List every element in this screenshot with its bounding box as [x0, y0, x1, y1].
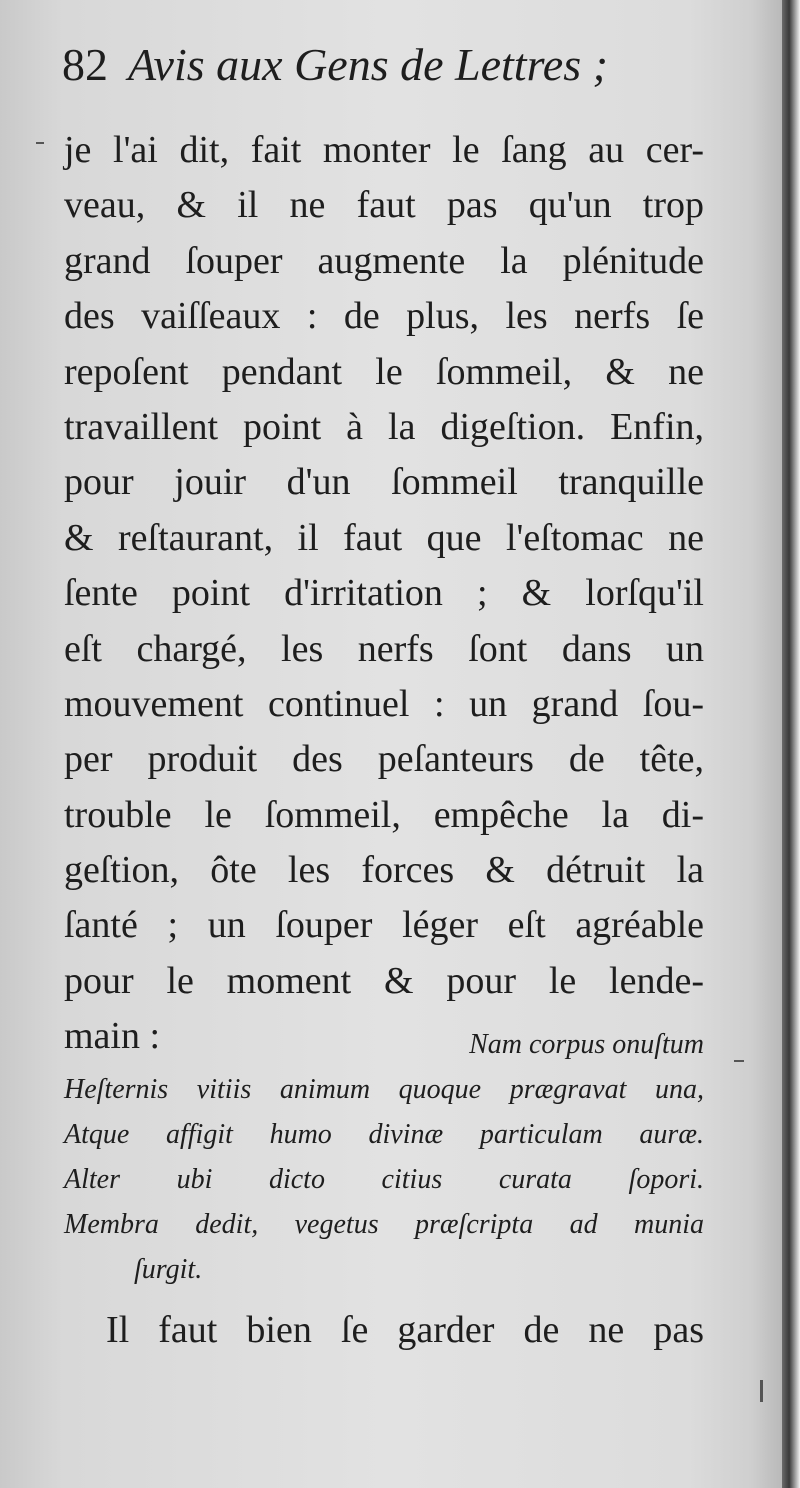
verse-line: Membra dedit, vegetus præſcripta ad munia — [64, 1209, 704, 1240]
body-text — [64, 123, 704, 1065]
text-line: pour le moment & pour le lende- — [64, 959, 704, 1002]
text-line: geſtion, ôte les forces & détruit la — [64, 849, 704, 892]
text-line: pour jouir d'un ſommeil tranquille — [64, 461, 704, 504]
text-line: je l'ai dit, fait monter le ſang au cer- — [64, 129, 704, 171]
text-line: travaillent point à la digeſtion. Enfin, — [64, 405, 704, 448]
text-line: ſanté ; un ſouper léger eſt agréable — [64, 904, 704, 947]
text-line: eſt chargé, les nerfs ſont dans un — [64, 627, 704, 670]
text-line: Il faut bien ſe garder de ne pas — [106, 1309, 704, 1351]
margin-mark — [734, 1060, 744, 1062]
text-line: & reſtaurant, il faut que l'eſtomac ne — [64, 516, 704, 559]
text-line: grand ſouper augmente la plénitude — [64, 239, 704, 282]
verse-line: Nam corpus onuſtum — [469, 1029, 704, 1060]
text-line: veau, & il ne faut pas qu'un trop — [64, 184, 704, 227]
running-header — [62, 38, 702, 108]
page-gutter — [782, 0, 800, 1488]
margin-mark — [760, 1380, 763, 1402]
text-line: des vaiſſeaux : de plus, les nerfs ſe — [64, 295, 704, 338]
text-line: mouvement continuel : un grand ſou- — [64, 682, 704, 725]
verse-line: ſurgit. — [134, 1254, 203, 1285]
running-title: Avis aux Gens de Lettres ; — [128, 39, 608, 90]
text-line: per produit des peſanteurs de tête, — [64, 738, 704, 781]
verse-line: Atque affigit humo divinæ particulam auræ. — [64, 1119, 704, 1150]
text-line: repoſent pendant le ſommeil, & ne — [64, 350, 704, 393]
latin-quotation — [64, 1022, 704, 1292]
margin-mark — [36, 142, 44, 144]
verse-line: Alter ubi dicto citius curata ſopori. — [64, 1164, 704, 1195]
text-line: trouble le ſommeil, empêche la di- — [64, 793, 704, 836]
page-number: 82 — [62, 39, 108, 90]
text-line: ſente point d'irritation ; & lorſqu'il — [64, 572, 704, 615]
text-line: main : — [64, 1015, 161, 1058]
verse-line: Heſternis vitiis animum quoque prægravat una, — [64, 1074, 704, 1105]
